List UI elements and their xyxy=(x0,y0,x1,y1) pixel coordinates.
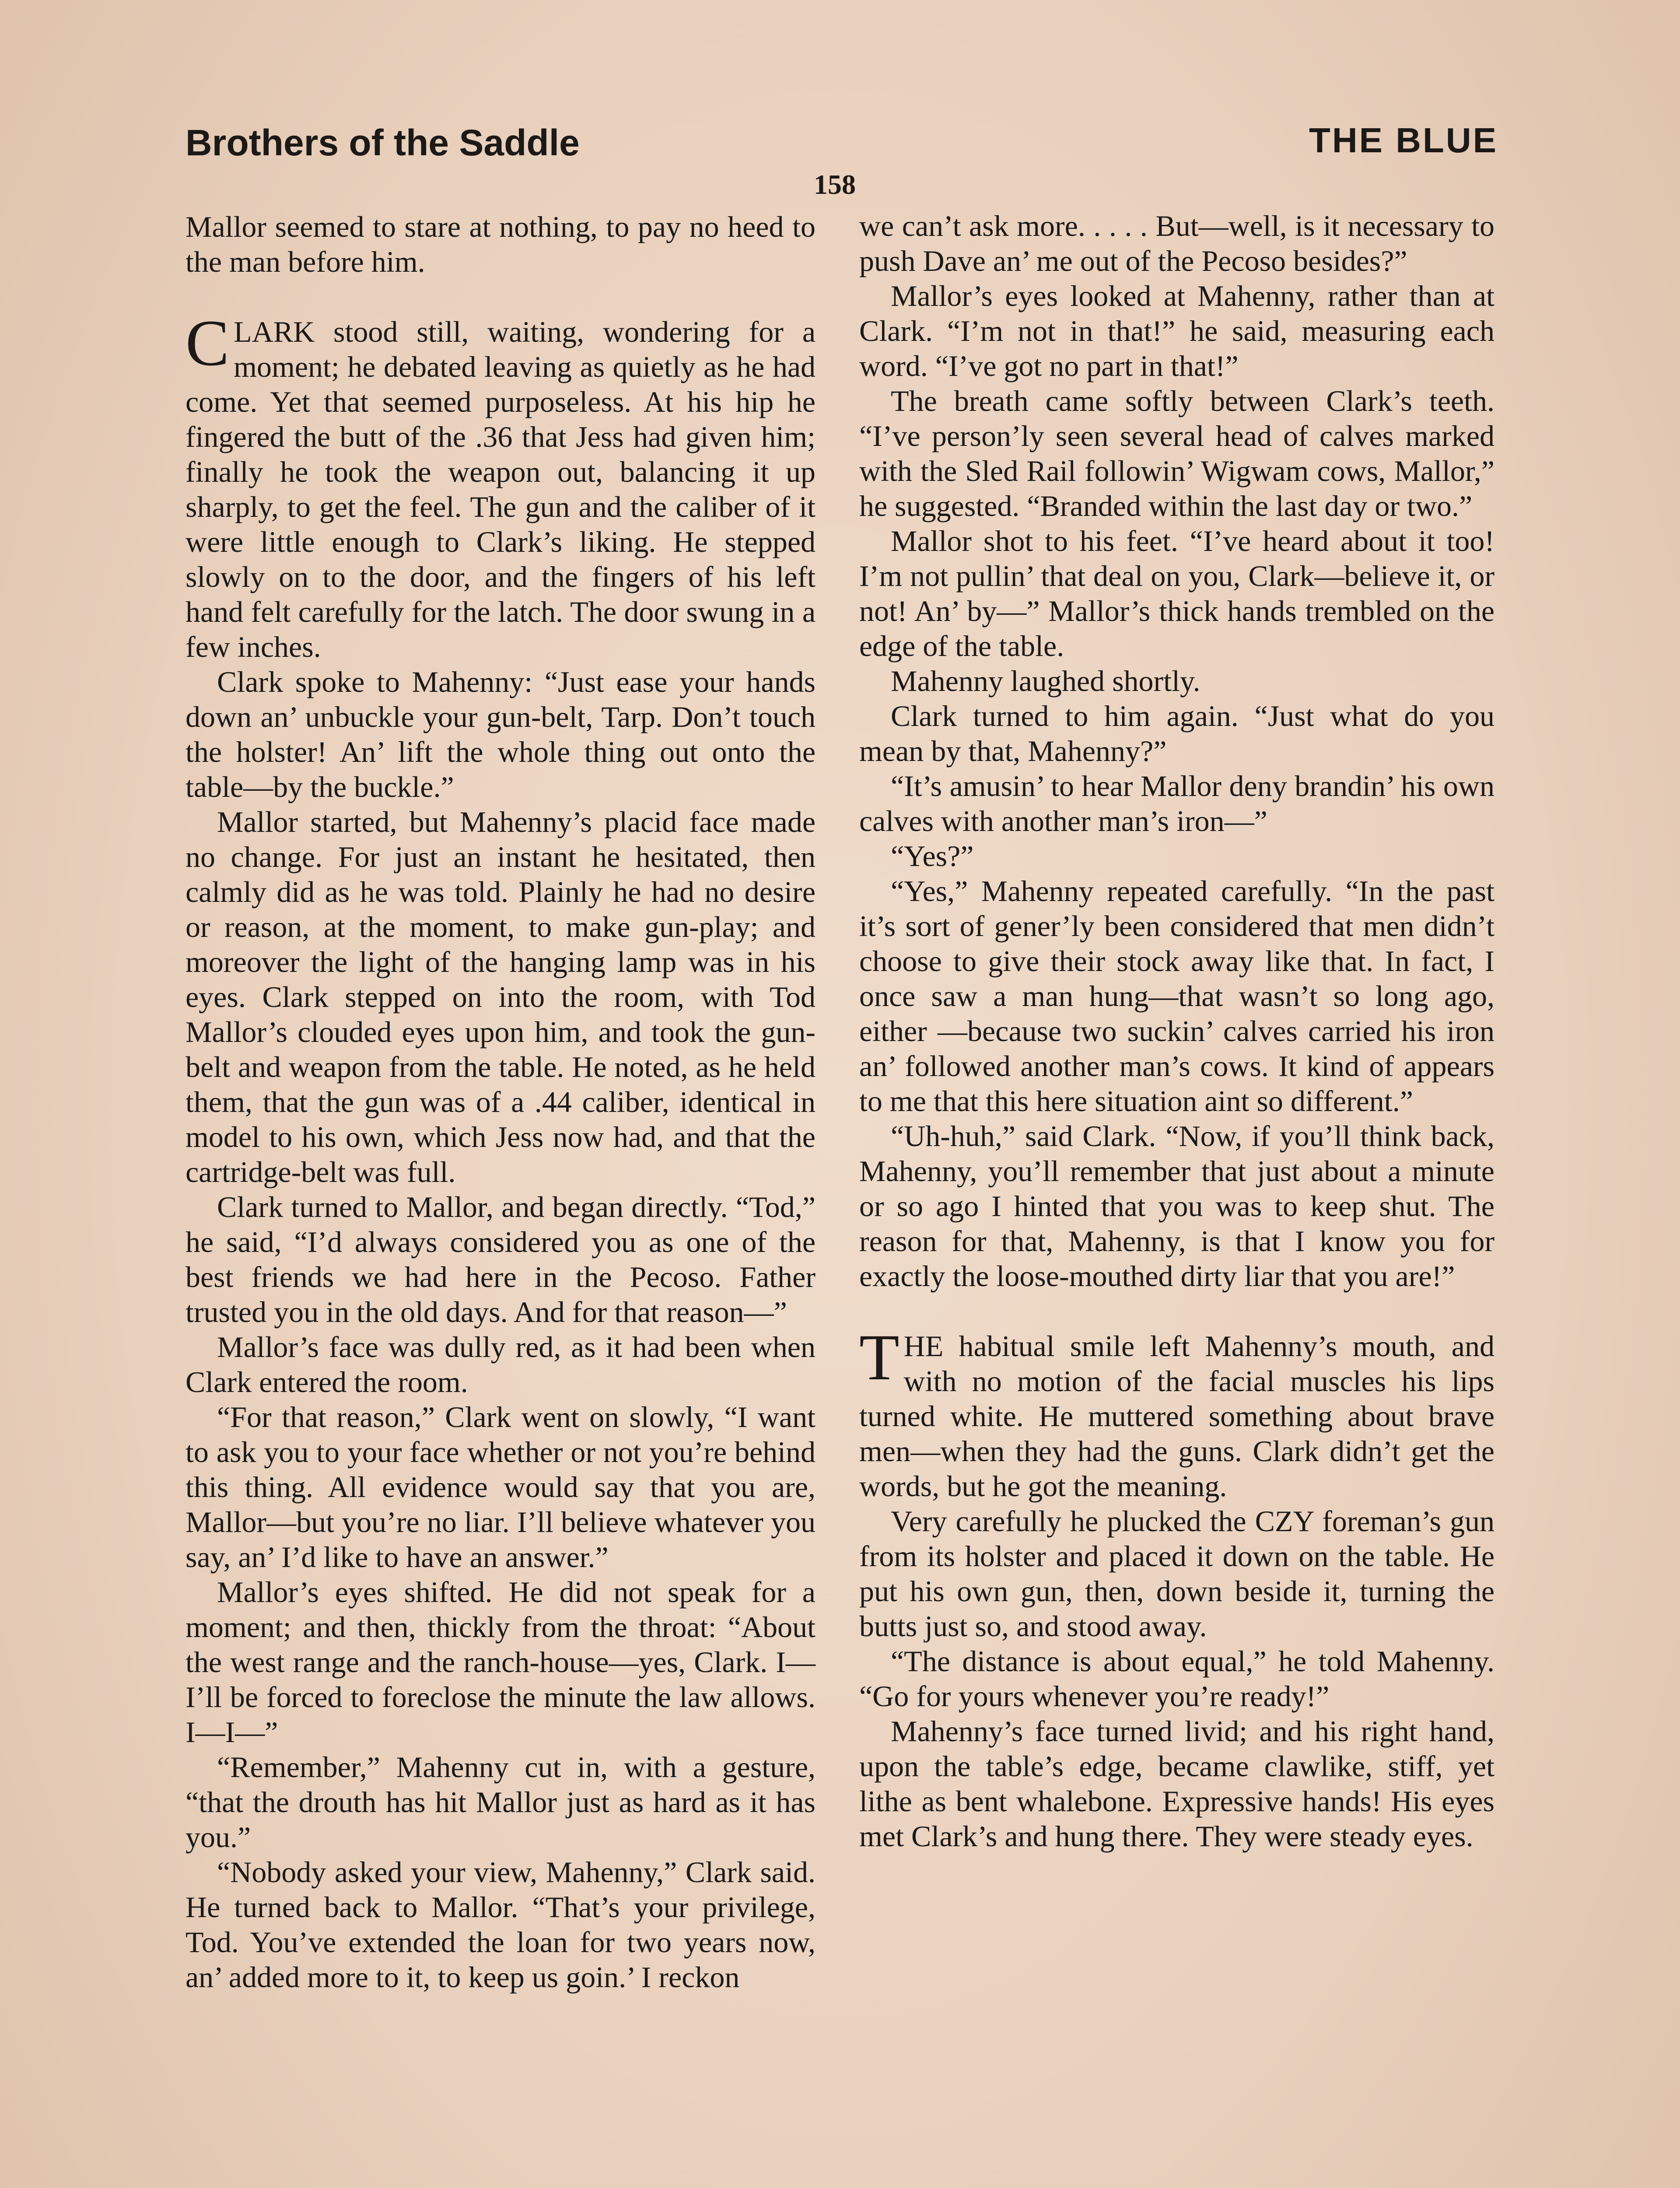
left-column xyxy=(186,209,816,1995)
paragraph: Mallor’s eyes looked at Mahenny, rather than at Clark. “I’m not in that!” he said, measuring each word. “I’ve got no part in that!” xyxy=(859,279,1494,382)
paragraph xyxy=(186,307,816,664)
page-number: 158 xyxy=(814,169,856,200)
paragraph xyxy=(859,1321,1494,1504)
paragraph: Very carefully he plucked the CZY foreman’s gun from its holster and placed it down on the table. He put his own gun, then, down beside it, turning the butts just so, and stood away. xyxy=(859,1504,1494,1643)
paragraph: Mallor’s face was dully red, as it had been when Clark entered the room. xyxy=(186,1330,816,1399)
paragraph: “Uh-huh,” said Clark. “Now, if you’ll think back, Mahenny, you’ll remember that just about a minute or so ago I hinted that you was to keep shut. The reason for that, Mahenny, is that I know you for exactly the loose-mouthed dirty liar that you are!” xyxy=(859,1119,1494,1293)
paragraph: “Yes?” xyxy=(891,839,974,873)
drop-cap: T xyxy=(859,1321,900,1394)
paragraph: “Remember,” Mahenny cut in, with a gesture, “that the drouth has hit Mallor just as hard as it has you.” xyxy=(186,1750,816,1854)
paragraph: Mallor seemed to stare at nothing, to pay no heed to the man before him. xyxy=(186,210,816,278)
paragraph: “It’s amusin’ to hear Mallor deny brandin’ his own calves with another man’s iron—” xyxy=(859,769,1494,838)
magazine-name: THE BLUE xyxy=(1309,121,1498,160)
paragraph: Clark turned to Mallor, and began directly. “Tod,” he said, “I’d always considered you as one of the best friends we had here in the Pecoso. Father trusted you in the old days. And for that reason—” xyxy=(186,1190,816,1329)
paragraph: “Yes,” Mahenny repeated carefully. “In the past it’s sort of gener’ly been considered that men didn’t choose to give their stock away like that. In fact, I once saw a man hung—that wasn’t so long ago, either —because two suckin’ calves carried his iron an’ followed another man’s cows. It kind of appears to me that this here situation aint so different.” xyxy=(859,874,1494,1118)
paragraph: Mahenny’s face turned livid; and his right hand, upon the table’s edge, became clawlike, stiff, yet lithe as bent whalebone. Expressive hands! His eyes met Clark’s and hung there. They were steady eyes. xyxy=(859,1715,1494,1853)
paragraph: Clark turned to him again. “Just what do you mean by that, Mahenny?” xyxy=(859,699,1494,768)
paragraph: “The distance is about equal,” he told Mahenny. “Go for yours whenever you’re ready!” xyxy=(859,1645,1494,1713)
paragraph: “For that reason,” Clark went on slowly, “I want to ask you to your face whether or not you’re behind this thing. All evidence would say that you are, Mallor—but you’re no liar. I’ll believe whatever you say, an’ I’d like to have an answer.” xyxy=(186,1400,816,1574)
paragraph: “Nobody asked your view, Mahenny,” Clark said. He turned back to Mallor. “That’s your privilege, Tod. You’ve extended the loan for two years now, an’ added more to it, to keep us goin.’ I reckon xyxy=(186,1855,816,1994)
right-column xyxy=(859,208,1494,1854)
drop-cap: C xyxy=(186,307,230,379)
paragraph-text: HE habitual smile left Mahenny’s mouth, and with no motion of the facial muscles his lips turned white. He muttered something about brave men—when they had the guns. Clark didn’t get the words, but he got the meaning. xyxy=(859,1329,1494,1503)
paragraph: Mallor’s eyes shifted. He did not speak for a moment; and then, thickly from the throat: “About the west range and the ranch-house—yes, Clark. I—I’ll be forced to foreclose the minute the law allows. I—I—” xyxy=(186,1575,816,1749)
paragraph: we can’t ask more. . . . . But—well, is it necessary to push Dave an’ me out of the Pecoso besides?” xyxy=(859,209,1494,277)
paragraph: Mahenny laughed shortly. xyxy=(891,664,1200,698)
story-title: Brothers of the Saddle xyxy=(186,122,580,163)
paragraph: Clark spoke to Mahenny: “Just ease your hands down an’ unbuckle your gun-belt, Tarp. Don’t touch the holster! An’ lift the whole thing out onto the table—by the buckle.” xyxy=(186,665,816,803)
paragraph: The breath came softly between Clark’s teeth. “I’ve person’ly seen several head of calves marked with the Sled Rail followin’ Wigwam cows, Mallor,” he suggested. “Branded within the last day or two.” xyxy=(859,384,1494,522)
paragraph: Mallor shot to his feet. “I’ve heard about it too! I’m not pullin’ that deal on you, Clark—believe it, or not! An’ by—” Mallor’s thick hands trembled on the edge of the table. xyxy=(859,524,1494,663)
paragraph: Mallor started, but Mahenny’s placid face made no change. For just an instant he hesitated, then calmly did as he was told. Plainly he had no desire or reason, at the moment, to make gun-play; and moreover the light of the hanging lamp was in his eyes. Clark stepped on into the room, with Tod Mallor’s clouded eyes upon him, and took the gun-belt and weapon from the table. He noted, as he held them, that the gun was of a .44 caliber, identical in model to his own, which Jess now had, and that the cartridge-belt was full. xyxy=(186,805,816,1189)
paragraph-text: LARK stood still, waiting, wondering for a moment; he debated leaving as quietly as he had come. Yet that seemed purposeless. At his hip he fingered the butt of the .36 that Jess had given him; finally he took the weapon out, balancing it up sharply, to get the feel. The gun and the caliber of it were little enough to Clark’s liking. He stepped slowly on to the door, and the fingers of his left hand felt carefully for the latch. The door swung in a few inches. xyxy=(186,315,816,663)
